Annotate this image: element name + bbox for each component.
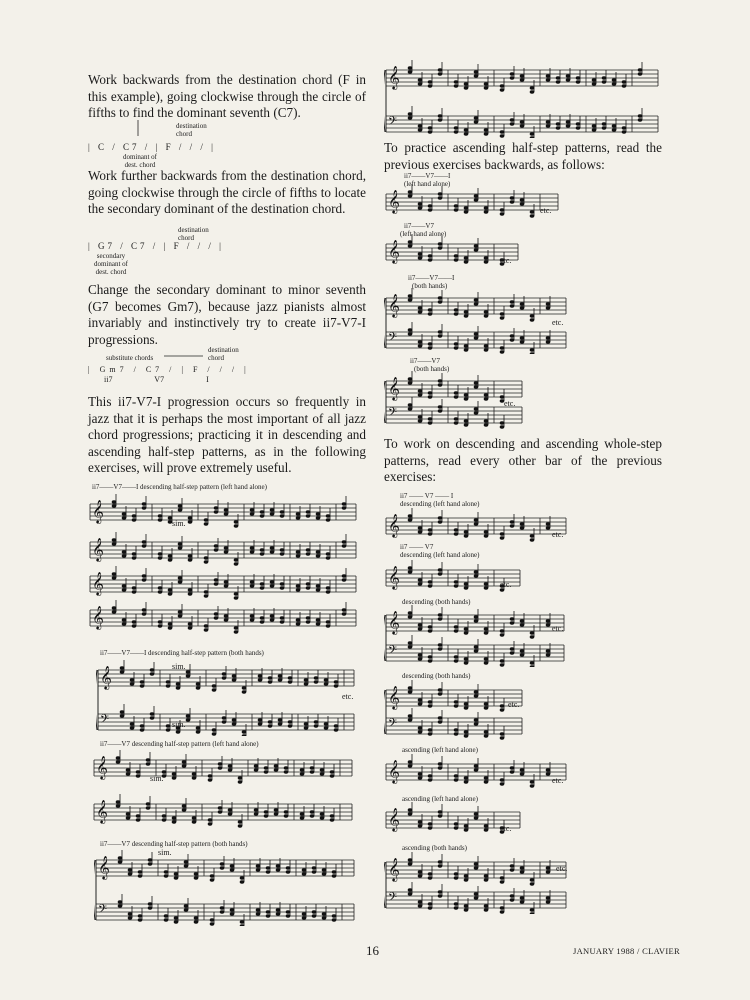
music-staff — [92, 794, 354, 834]
exercise-sublabel: (left hand alone) — [404, 180, 451, 188]
etc-marking: etc. — [556, 864, 568, 873]
left-column — [88, 72, 366, 122]
right-column — [384, 436, 662, 486]
exercise-label: ii7——V7——I descending half-step pattern (both hands) — [100, 649, 264, 657]
svg-text:𝄢: 𝄢 — [388, 717, 398, 733]
grand-staff — [384, 605, 566, 667]
etc-marking: etc. — [342, 692, 354, 701]
exercise-sublabel: (both hands) — [414, 365, 450, 373]
etc-marking: etc. — [500, 580, 512, 589]
chord-chart — [88, 120, 288, 168]
chart-label: destination chord — [178, 226, 209, 242]
exercise-sublabel: (left hand alone) — [400, 230, 447, 238]
paragraph: Work backwards from the destination chord (F in this example), going clockwise through the circle of fifths to find the dominant seventh (C7). — [88, 72, 366, 121]
sim-marking: sim. — [172, 519, 186, 528]
left-column — [88, 394, 366, 477]
music-staff — [92, 750, 354, 790]
music-staff — [88, 600, 358, 640]
exercise-label: ii7 —— V7 — [400, 543, 434, 551]
grand-staff — [384, 60, 660, 138]
svg-text:𝄢: 𝄢 — [388, 115, 398, 131]
etc-marking: etc. — [508, 700, 520, 709]
exercise-sublabel: descending (left hand alone) — [400, 500, 480, 508]
paragraph: Change the secondary dominant to minor seventh (G7 becomes Gm7), because jazz pianists almost invariably and instinctively try to create ii7-V7-I progressions. — [88, 282, 366, 347]
svg-text:𝄞: 𝄞 — [388, 807, 400, 831]
svg-text:𝄞: 𝄞 — [98, 855, 110, 879]
svg-text:𝄞: 𝄞 — [388, 857, 400, 881]
etc-marking: etc. — [540, 206, 552, 215]
music-staff — [88, 494, 358, 534]
sim-marking: sim. — [172, 662, 186, 671]
exercise-sublabel: ascending (both hands) — [402, 844, 467, 852]
sim-marking: sim. — [172, 720, 186, 729]
svg-text:𝄞: 𝄞 — [92, 537, 104, 561]
exercise-sublabel: (both hands) — [412, 282, 448, 290]
svg-text:𝄞: 𝄞 — [388, 513, 400, 537]
paragraph: Work further backwards from the destination chord, going clockwise through the circle of fifths to locate the secondary dominant of the destination chord. — [88, 168, 366, 217]
paragraph: This ii7-V7-I progression occurs so frequently in jazz that it is perhaps the most important of all jazz chord progressions; practicing it in descending and ascending half-step patterns, as in the following exercises, will prove extremely useful. — [88, 394, 366, 476]
etc-marking: etc. — [552, 318, 564, 327]
exercise-label: ii7——V7——I descending half-step pattern (left hand alone) — [92, 483, 267, 491]
grand-staff — [384, 680, 524, 740]
svg-text:𝄢: 𝄢 — [98, 903, 108, 919]
chart-label: dominant of dest. chord — [122, 153, 158, 169]
exercise-label: ii7——V7 — [410, 357, 440, 365]
svg-text:𝄢: 𝄢 — [100, 713, 110, 729]
etc-marking: etc. — [552, 776, 564, 785]
etc-marking: etc. — [552, 624, 564, 633]
chart-label: substitute chords — [106, 354, 154, 362]
svg-text:𝄞: 𝄞 — [388, 759, 400, 783]
exercise-sublabel: descending (left hand alone) — [400, 551, 480, 559]
etc-marking: etc. — [552, 530, 564, 539]
music-staff — [384, 184, 560, 220]
exercise-label: ii7——V7——I — [404, 172, 451, 180]
svg-text:𝄞: 𝄞 — [92, 499, 104, 523]
chart-label: destination chord — [208, 346, 239, 362]
exercise-label: ii7——V7——I — [408, 274, 455, 282]
svg-text:𝄢: 𝄢 — [388, 406, 398, 422]
exercise-label: ii7 —— V7 —— I — [400, 492, 454, 500]
grand-staff — [94, 850, 356, 926]
chart-label: destination chord — [176, 122, 207, 138]
svg-text:𝄞: 𝄞 — [388, 293, 400, 317]
svg-text:𝄞: 𝄞 — [388, 610, 400, 634]
music-staff — [384, 754, 568, 788]
svg-text:𝄞: 𝄞 — [92, 605, 104, 629]
etc-marking: etc. — [500, 824, 512, 833]
exercise-label: ii7——V7 — [404, 222, 434, 230]
svg-text:𝄞: 𝄞 — [96, 755, 108, 779]
chord-line: | C / C7 / | F / / / | — [88, 142, 216, 152]
sim-marking: sim. — [158, 848, 172, 857]
svg-text:𝄞: 𝄞 — [388, 65, 400, 89]
svg-text:𝄞: 𝄞 — [96, 799, 108, 823]
paragraph: To practice ascending half-step patterns, read the previous exercises backwards, as follows: — [384, 140, 662, 172]
svg-text:𝄞: 𝄞 — [92, 571, 104, 595]
etc-marking: etc. — [500, 256, 512, 265]
paragraph: To work on descending and ascending whole-step patterns, read every other bar of the previous exercises: — [384, 436, 662, 485]
exercise-label: ii7——V7 descending half-step pattern (both hands) — [100, 840, 248, 848]
etc-marking: etc. — [504, 399, 516, 408]
exercise-sublabel: descending (both hands) — [402, 672, 471, 680]
svg-text:𝄞: 𝄞 — [388, 239, 400, 263]
right-column — [384, 140, 662, 173]
grand-staff — [96, 660, 356, 736]
svg-text:𝄞: 𝄞 — [388, 565, 400, 589]
chord-chart — [88, 344, 308, 386]
svg-text:𝄞: 𝄞 — [388, 376, 400, 400]
exercise-label: ii7——V7 descending half-step pattern (left hand alone) — [100, 740, 259, 748]
exercise-sublabel: ascending (left hand alone) — [402, 795, 478, 803]
exercise-sublabel: ascending (left hand alone) — [402, 746, 478, 754]
chord-chart — [88, 226, 288, 276]
svg-text:𝄞: 𝄞 — [100, 665, 112, 689]
svg-text:𝄢: 𝄢 — [388, 891, 398, 907]
grand-staff — [384, 288, 568, 354]
chord-line: | Gm7 / C7 / | F / / / | — [88, 365, 250, 374]
chord-line: | G7 / C7 / | F / / / | — [88, 241, 224, 251]
left-column — [88, 168, 366, 218]
svg-text:𝄞: 𝄞 — [388, 685, 400, 709]
svg-text:𝄢: 𝄢 — [388, 644, 398, 660]
chart-label: secondary dominant of dest. chord — [93, 252, 129, 276]
issue-info: JANUARY 1988 / CLAVIER — [573, 946, 680, 956]
svg-text:𝄞: 𝄞 — [388, 189, 400, 213]
sim-marking: sim. — [150, 774, 164, 783]
exercise-sublabel: descending (both hands) — [402, 598, 471, 606]
svg-text:𝄢: 𝄢 — [388, 331, 398, 347]
grand-staff — [384, 371, 524, 429]
music-staff — [384, 508, 568, 542]
page-number: 16 — [366, 943, 379, 958]
left-column — [88, 282, 366, 348]
roman-numerals: ii7 V7 I — [104, 375, 209, 384]
grand-staff — [384, 852, 568, 914]
